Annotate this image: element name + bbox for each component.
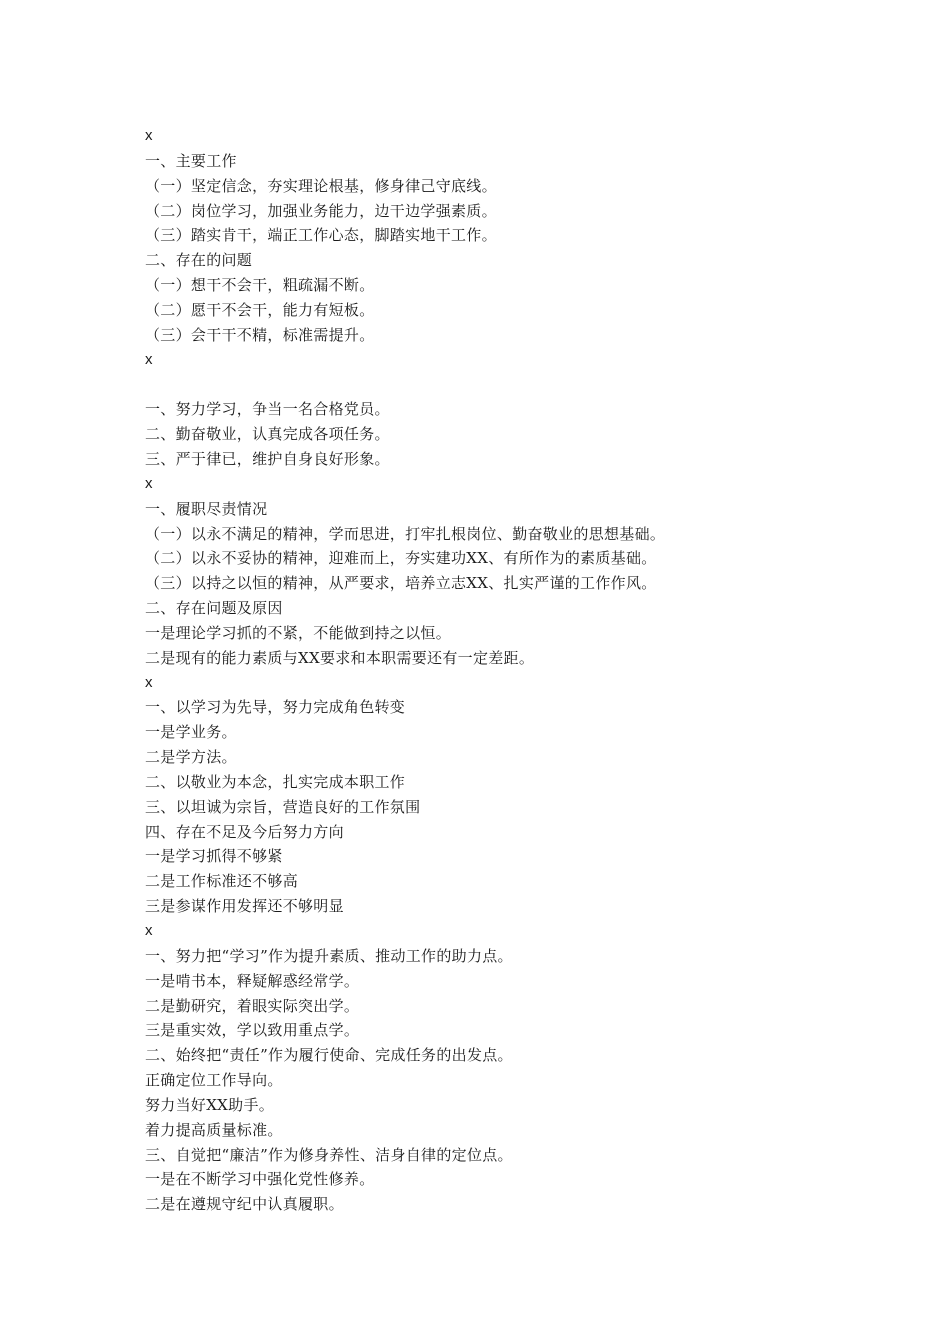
- section-separator-marker: x: [145, 922, 153, 939]
- document-text-line: 二是工作标准还不够高: [145, 872, 299, 891]
- section-separator-marker: x: [145, 474, 153, 492]
- document-text-line: （二）岗位学习，加强业务能力，边干边学强素质。: [145, 201, 497, 220]
- document-body: [145, 124, 865, 1217]
- document-text-line: 着力提高质量标准。: [145, 1120, 283, 1139]
- document-text-line: 二是勤研究，着眼实际突出学。: [145, 996, 360, 1015]
- document-text-line: （三）踏实肯干，端正工作心态，脚踏实地干工作。: [145, 226, 497, 245]
- document-text-line: 二是学方法。: [145, 748, 237, 767]
- document-text-line: 一、努力学习，争当一名合格党员。: [145, 400, 390, 419]
- document-text-line: （一）以永不满足的精神，学而思进，打牢扎根岗位、勤奋敬业的思想基础。: [145, 524, 666, 543]
- document-text-line: （三）以持之以恒的精神，从严要求，培养立志XX、扎实严谨的工作作风。: [145, 574, 657, 593]
- document-text-line: （二）以永不妥协的精神，迎难而上，夯实建功XX、有所作为的素质基础。: [145, 549, 657, 568]
- document-text-line: 一是在不断学习中强化党性修养。: [145, 1170, 375, 1189]
- document-text-line: 三、严于律已，维护自身良好形象。: [145, 449, 390, 468]
- document-text-line: 三、以坦诚为宗旨，营造良好的工作氛围: [145, 797, 421, 816]
- document-text-line: 二是在遵规守纪中认真履职。: [145, 1195, 344, 1214]
- document-text-line: 一是学习抓得不够紧: [145, 847, 283, 866]
- document-text-line: 一、努力把“学习”作为提升素质、推动工作的助力点。: [145, 946, 513, 965]
- document-text-line: 二、存在问题及原因: [145, 599, 283, 618]
- document-text-line: （一）坚定信念，夯实理论根基，修身律己守底线。: [145, 176, 497, 195]
- document-text-line: 一、以学习为先导，努力完成角色转变: [145, 698, 406, 717]
- section-separator-marker: x: [145, 350, 153, 368]
- document-text-line: （二）愿干不会干，能力有短板。: [145, 300, 375, 319]
- document-text-line: 四、存在不足及今后努力方向: [145, 822, 344, 841]
- document-text-line: 三是参谋作用发挥还不够明显: [145, 897, 344, 916]
- document-text-line: 二是现有的能力素质与XX要求和本职需要还有一定差距。: [145, 648, 535, 667]
- section-separator-marker: x: [145, 673, 153, 691]
- document-text-line: 二、始终把“责任”作为履行使命、完成任务的出发点。: [145, 1046, 513, 1065]
- document-text-line: 一是学业务。: [145, 723, 237, 742]
- document-text-line: 三是重实效，学以致用重点学。: [145, 1021, 360, 1040]
- blank-line: [145, 372, 865, 397]
- document-text-line: （三）会干干不精，标准需提升。: [145, 325, 375, 344]
- document-text-line: 正确定位工作导向。: [145, 1071, 283, 1090]
- document-text-line: 一是理论学习抓的不紧，不能做到持之以恒。: [145, 623, 452, 642]
- document-text-line: 二、以敬业为本念，扎实完成本职工作: [145, 772, 406, 791]
- document-text-line: 一、主要工作: [145, 151, 237, 170]
- section-separator-marker: x: [145, 127, 153, 144]
- document-text-line: 一是啃书本，释疑解惑经常学。: [145, 971, 360, 990]
- document-text-line: （一）想干不会干，粗疏漏不断。: [145, 276, 375, 295]
- document-text-line: 努力当好XX助手。: [145, 1095, 275, 1114]
- document-text-line: 一、履职尽责情况: [145, 499, 268, 518]
- document-text-line: 二、勤奋敬业，认真完成各项任务。: [145, 425, 390, 444]
- document-text-line: 二、存在的问题: [145, 251, 253, 270]
- document-text-line: 三、自觉把“廉洁”作为修身养性、洁身自律的定位点。: [145, 1145, 513, 1164]
